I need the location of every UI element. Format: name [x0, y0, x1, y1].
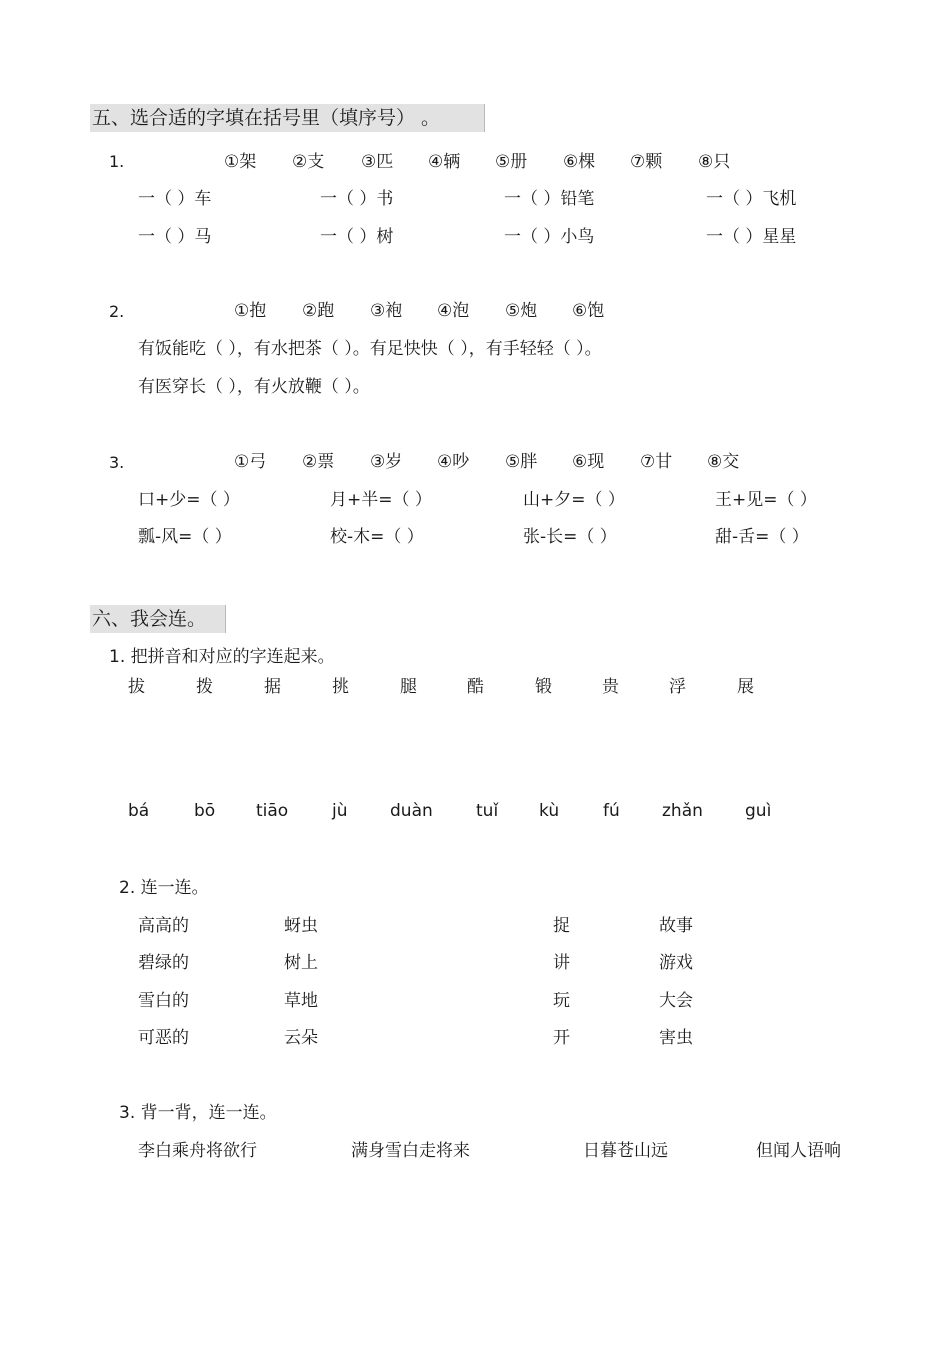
match-item[interactable]: 碧绿的 — [138, 953, 189, 973]
pinyin-item[interactable]: tiāo — [256, 801, 289, 821]
poem-line[interactable]: 日暮苍山远 — [583, 1141, 668, 1161]
match-item[interactable]: 玩 — [553, 991, 570, 1011]
option: ①抱 — [234, 301, 267, 321]
fill-blank[interactable]: 一（ ）铅笔 — [504, 189, 595, 209]
q2-line1[interactable]: 有饭能吃（ ），有水把茶（ ）。有足快快（ ），有手轻轻（ ）。 — [138, 339, 602, 359]
pinyin-item[interactable]: jù — [332, 801, 348, 821]
option: ③袍 — [370, 301, 403, 321]
fill-blank[interactable]: 一（ ）马 — [138, 227, 212, 247]
option: ⑦甘 — [640, 452, 673, 472]
match-item[interactable]: 草地 — [284, 991, 318, 1011]
fill-blank[interactable]: 一（ ）树 — [320, 227, 394, 247]
char-item[interactable]: 拨 — [196, 677, 213, 697]
match-item[interactable]: 雪白的 — [138, 991, 189, 1011]
char-item[interactable]: 浮 — [669, 677, 686, 697]
section-six-title: 六、我会连。 — [90, 605, 226, 633]
q3-number: 3. — [109, 453, 125, 472]
pinyin-item[interactable]: tuǐ — [476, 801, 499, 821]
option: ③岁 — [370, 452, 403, 472]
poem-line[interactable]: 李白乘舟将欲行 — [138, 1141, 257, 1161]
char-item[interactable]: 贵 — [602, 677, 619, 697]
option: ①弓 — [234, 452, 267, 472]
char-item[interactable]: 酷 — [467, 677, 484, 697]
pinyin-item[interactable]: fú — [603, 801, 620, 821]
option: ⑦颗 — [630, 152, 663, 172]
fill-blank[interactable]: 山+夕=（ ） — [523, 490, 625, 510]
option: ⑤炮 — [505, 301, 538, 321]
fill-blank[interactable]: 一（ ）书 — [320, 189, 394, 209]
option: ③匹 — [361, 152, 394, 172]
char-item[interactable]: 锻 — [535, 677, 552, 697]
pinyin-item[interactable]: zhǎn — [662, 801, 703, 821]
match-item[interactable]: 捉 — [553, 916, 570, 936]
pinyin-item[interactable]: bō — [194, 801, 216, 821]
option: ④辆 — [428, 152, 461, 172]
fill-blank[interactable]: 校-木=（ ） — [330, 527, 424, 547]
option: ⑤册 — [495, 152, 528, 172]
match-item[interactable]: 高高的 — [138, 916, 189, 936]
pinyin-item[interactable]: bá — [128, 801, 150, 821]
option: ⑧交 — [707, 452, 740, 472]
fill-blank[interactable]: 甜-舌=（ ） — [715, 527, 809, 547]
option: ⑤胖 — [505, 452, 538, 472]
fill-blank[interactable]: 一（ ）车 — [138, 189, 212, 209]
option: ②跑 — [302, 301, 335, 321]
char-item[interactable]: 展 — [737, 677, 754, 697]
fill-blank[interactable]: 王+见=（ ） — [715, 490, 817, 510]
poem-line[interactable]: 但闻人语响 — [756, 1141, 841, 1161]
match-item[interactable]: 云朵 — [284, 1028, 318, 1048]
char-item[interactable]: 拔 — [128, 677, 145, 697]
option: ②票 — [302, 452, 335, 472]
pinyin-item[interactable]: duàn — [390, 801, 433, 821]
match-item[interactable]: 讲 — [553, 953, 570, 973]
option: ②支 — [292, 152, 325, 172]
section-five-title: 五、选合适的字填在括号里（填序号） 。 — [90, 104, 485, 132]
fill-blank[interactable]: 一（ ）飞机 — [706, 189, 797, 209]
fill-blank[interactable]: 瓢-风=（ ） — [138, 527, 232, 547]
q1-number: 1. — [109, 152, 125, 171]
pinyin-item[interactable]: kù — [539, 801, 560, 821]
option: ④泡 — [437, 301, 470, 321]
char-item[interactable]: 腿 — [400, 677, 417, 697]
char-item[interactable]: 据 — [264, 677, 281, 697]
fill-blank[interactable]: 一（ ）小鸟 — [504, 227, 595, 247]
fill-blank[interactable]: 张-长=（ ） — [523, 527, 617, 547]
match-item[interactable]: 大会 — [659, 991, 693, 1011]
option: ⑥饱 — [572, 301, 605, 321]
q2-number: 2. — [109, 302, 125, 321]
option: ⑥棵 — [563, 152, 596, 172]
poem-line[interactable]: 满身雪白走将来 — [351, 1141, 470, 1161]
s6-q3-label: 3. 背一背，连一连。 — [119, 1103, 277, 1123]
s6-q2-label: 2. 连一连。 — [119, 878, 209, 898]
fill-blank[interactable]: 一（ ）星星 — [706, 227, 797, 247]
q2-line2[interactable]: 有医穿长（ ），有火放鞭（ ）。 — [138, 377, 370, 397]
match-item[interactable]: 蚜虫 — [284, 916, 318, 936]
option: ⑧只 — [698, 152, 731, 172]
match-item[interactable]: 开 — [553, 1028, 570, 1048]
fill-blank[interactable]: 口+少=（ ） — [138, 490, 240, 510]
char-item[interactable]: 挑 — [332, 677, 349, 697]
match-item[interactable]: 树上 — [284, 953, 318, 973]
option: ⑥现 — [572, 452, 605, 472]
option: ④吵 — [437, 452, 470, 472]
fill-blank[interactable]: 月+半=（ ） — [330, 490, 432, 510]
match-item[interactable]: 可恶的 — [138, 1028, 189, 1048]
match-item[interactable]: 游戏 — [659, 953, 693, 973]
s6-q1-label: 1. 把拼音和对应的字连起来。 — [109, 647, 335, 667]
match-item[interactable]: 故事 — [659, 916, 693, 936]
match-item[interactable]: 害虫 — [659, 1028, 693, 1048]
option: ①架 — [224, 152, 257, 172]
pinyin-item[interactable]: guì — [745, 801, 772, 821]
